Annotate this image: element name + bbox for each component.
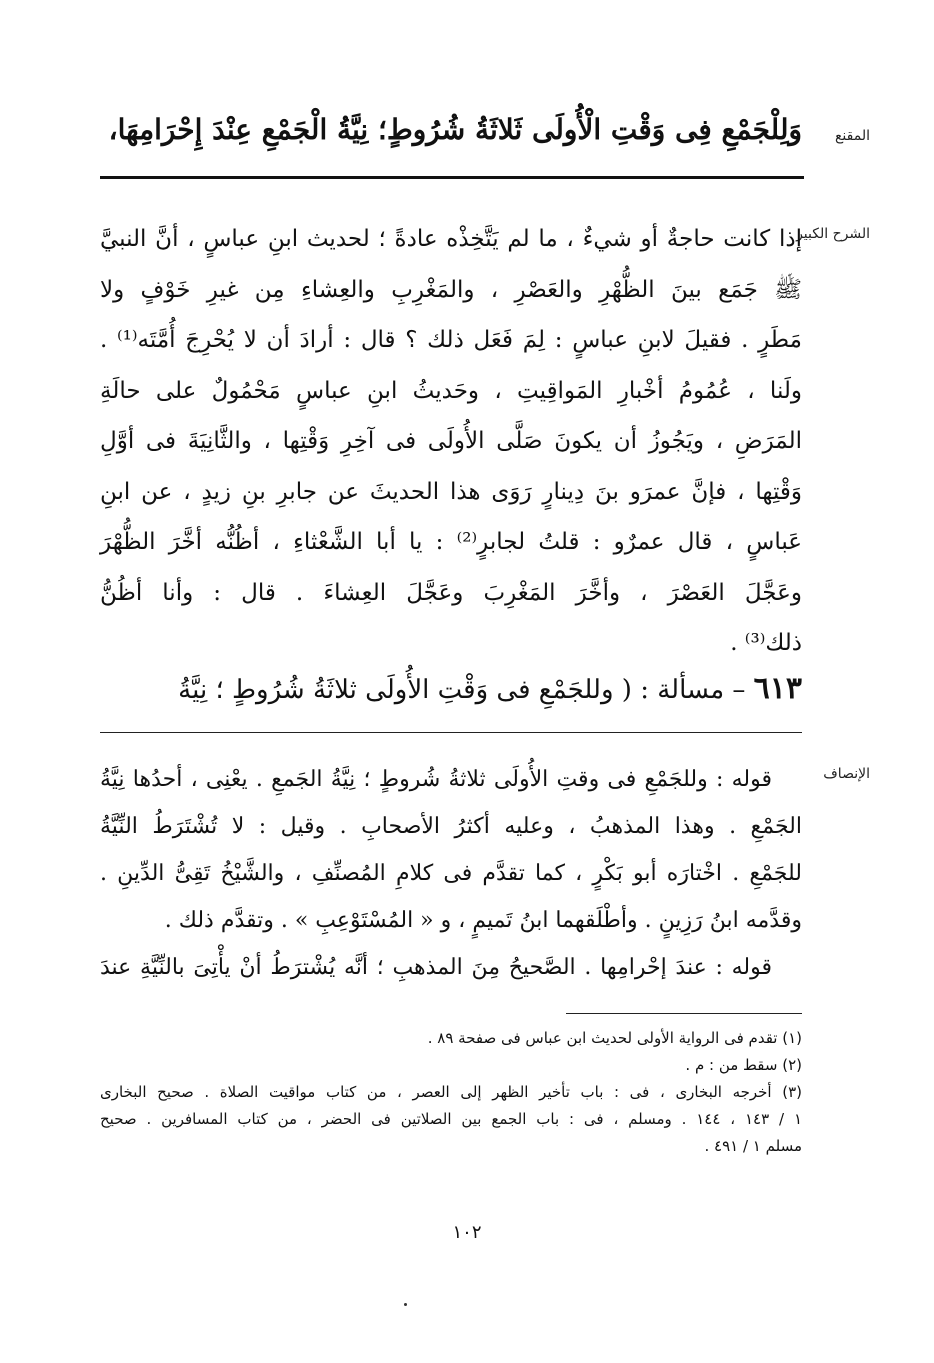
sharh-line: وَقْتِها ، فإنَّ عمرَو بنَ دِينارٍ رَوَى هذا الحديثَ عن جابرِ بنِ زيدٍ ، عن ابنِ <box>100 478 802 505</box>
sharh-line: وعَجَّلَ العَصْرَ ، وأخَّرَ المَغْرِبَ وعَجَّلَ العِشاءَ . قال : وأنا أظُنُّ <box>100 579 802 606</box>
footnote-line: (١) تقدم فى الرواية الأولى لحديث ابن عباس فى صفحة ٨٩ . <box>427 1029 802 1047</box>
sharh-line: إذا كانت حاجةٌ أو شيءٌ ، ما لم يَتَّخِذْه عادةً ؛ لحديث ابنِ عباسٍ ، أنَّ النبيَّ <box>100 226 802 252</box>
footnote-divider <box>566 1013 802 1014</box>
insaf-line: للجَمْعِ . اخْتارَه أبو بَكْرٍ ، كما تقدَّم فى كلامِ المُصنِّفِ ، والشَّيْخُ تَقِىُّ الدِّينِ . <box>100 861 802 886</box>
masala-text: – مسألة : ( وللجَمْعِ فى وَقْتِ الأُولَى ثلاثَةُ شُرُوطٍ ؛ نِيَّةُ <box>178 675 746 705</box>
page-number: ١٠٢ <box>452 1222 482 1243</box>
footnote-line: (٢) سقط من : م . <box>685 1056 802 1074</box>
footnotes-block <box>100 1025 802 1160</box>
insaf-line: قوله : وللجَمْعِ فى وقتِ الأُولَى ثلاثةُ شُروطٍ ؛ نِيَّةُ الجَمعِ . يعْنِى ، أحدُها نِيَّةُ <box>100 767 772 792</box>
section-divider-thin <box>100 732 802 733</box>
sharh-line: مَطَرٍ . فقيلَ لابنِ عباسٍ : لِمَ فَعَل ذلك ؟ قال : أرادَ أن لا يُحْرِجَ أُمَّتَه⁽¹⁾ . <box>100 327 802 353</box>
sharh-line: المَرَضِ ، ويَجُوزُ أن يكونَ صَلَّى الأُولَى فى آخِرِ وَقْتِها ، والثَّانِيَةَ فى أوَّلِ <box>100 428 802 454</box>
margin-label-muqni: المقنع <box>834 128 870 144</box>
insaf-text-block <box>100 756 802 991</box>
insaf-line: الجَمْعِ . وهذا المذهبُ ، وعليه أكثرُ الأصحابِ . وقيل : لا تُشْتَرَطُ النِّيَّةُ <box>100 814 802 839</box>
masala-heading <box>100 664 802 714</box>
section-divider-thick <box>100 176 804 179</box>
footnote-line: ١ / ١٤٣ ، ١٤٤ . ومسلم ، فى : باب الجمع بين الصلاتين فى الحضر ، من كتاب المسافرين . صحيح <box>100 1110 802 1128</box>
sharh-line: ذلك⁽³⁾ . <box>730 630 802 656</box>
insaf-line: قوله : عندَ إحْرامِها . الصَّحيحُ مِنَ المذهبِ ؛ أنَّه يُشْترَطُ أنْ يأْتِىَ بالنِّيَّةِ عندَ <box>100 955 772 980</box>
sharh-text-block <box>100 214 802 669</box>
muqni-text: وَلِلْجَمْعِ فِى وَقْتِ الْأُولَى ثَلاثَةُ شُرُوطٍ؛ نِيَّةُ الْجَمْعِ عِنْدَ إِحْرَامِهَا، <box>108 113 802 146</box>
margin-label-insaf: الإنصاف <box>823 766 870 782</box>
margin-label-sharh: الشرح الكبير <box>796 226 870 242</box>
masala-number: ٦١٣ <box>753 671 802 706</box>
insaf-line: وقدَّمه ابنُ رَزِينٍ . وأطْلَقهما ابنُ تَميمٍ ، و « المُسْتَوْعِبِ » . وتقدَّم ذلك . <box>164 908 802 933</box>
scan-speck <box>404 1303 407 1306</box>
sharh-line: ﷺ جَمَع بينَ الظُّهْرِ والعَصْرِ ، والمَغْرِبِ والعِشاءِ مِن غيرِ خَوْفٍ ولا <box>100 276 802 303</box>
footnote-line: (٣) أخرجه البخارى ، فى : باب تأخير الظهر إلى العصر ، من كتاب مواقيت الصلاة . صحيح البخارى <box>100 1083 802 1101</box>
footnote-line: مسلم ١ / ٤٩١ . <box>704 1137 802 1155</box>
sharh-line: ولَنا ، عُمُومُ أخْبارِ المَواقِيتِ ، وحَديثُ ابنِ عباسٍ مَحْمُولٌ على حالَةِ <box>100 377 802 404</box>
sharh-line: عَباسٍ ، قال عمرٌو : قلتُ لجابرٍ⁽²⁾ : يا أبا الشَّعْثاءِ ، أظُنُّه أخَّرَ الظُّهْرَ <box>100 529 802 555</box>
